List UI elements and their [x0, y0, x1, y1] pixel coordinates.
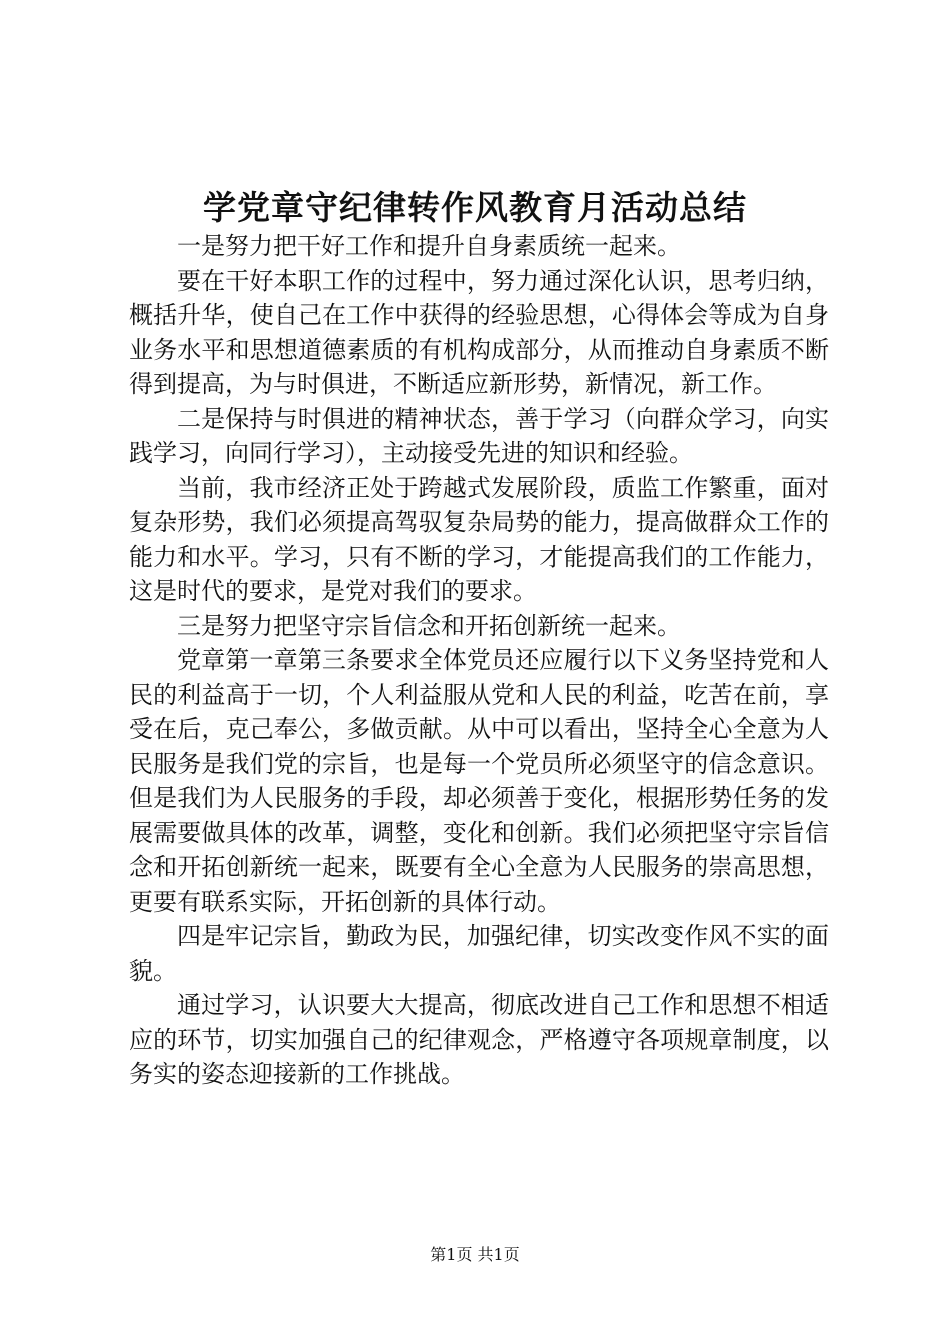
- document-body: [129, 229, 829, 1092]
- paragraph-point-four-heading: 四是牢记宗旨，勤政为民，加强纪律，切实改变作风不实的面貌。: [129, 922, 829, 985]
- paragraph-point-three-heading: 三是努力把坚守宗旨信念和开拓创新统一起来。: [177, 611, 681, 640]
- paragraph-point-four-detail: 通过学习，认识要大大提高，彻底改进自己工作和思想不相适应的环节，切实加强自己的纪律观念，严格遵守各项规章制度，以务实的姿态迎接新的工作挑战。: [129, 991, 829, 1088]
- document-title: 学党章守纪律转作风教育月活动总结: [203, 188, 747, 227]
- paragraph-point-two-detail: 当前，我市经济正处于跨越式发展阶段，质监工作繁重，面对复杂形势，我们必须提高驾驭复杂局势的能力，提高做群众工作的能力和水平。学习，只有不断的学习，才能提高我们的工作能力，这是时代的要求，是党对我们的要求。: [129, 473, 829, 605]
- paragraph-point-one-heading: 一是努力把干好工作和提升自身素质统一起来。: [177, 232, 681, 260]
- paragraph-point-two-heading: 二是保持与时俱进的精神状态，善于学习（向群众学习，向实践学习，向同行学习），主动接受先进的知识和经验。: [129, 404, 829, 467]
- page-number-footer: 第1页 共1页: [430, 1245, 520, 1264]
- paragraph-point-one-detail: 要在干好本职工作的过程中，努力通过深化认识，思考归纳，概括升华，使自己在工作中获得的经验思想，心得体会等成为自身业务水平和思想道德素质的有机构成部分，从而推动自身素质不断得到提高，为与时俱进，不断适应新形势，新情况，新工作。: [129, 266, 829, 398]
- paragraph-point-three-detail: 党章第一章第三条要求全体党员还应履行以下义务坚持党和人民的利益高于一切，个人利益服从党和人民的利益，吃苦在前，享受在后，克己奉公，多做贡献。从中可以看出，坚持全心全意为人民服务是我们党的宗旨，也是每一个党员所必须坚守的信念意识。但是我们为人民服务的手段，却必须善于变化，根据形势任务的发展需要做具体的改革，调整，变化和创新。我们必须把坚守宗旨信念和开拓创新统一起来，既要有全心全意为人民服务的崇高思想，更要有联系实际，开拓创新的具体行动。: [129, 646, 829, 916]
